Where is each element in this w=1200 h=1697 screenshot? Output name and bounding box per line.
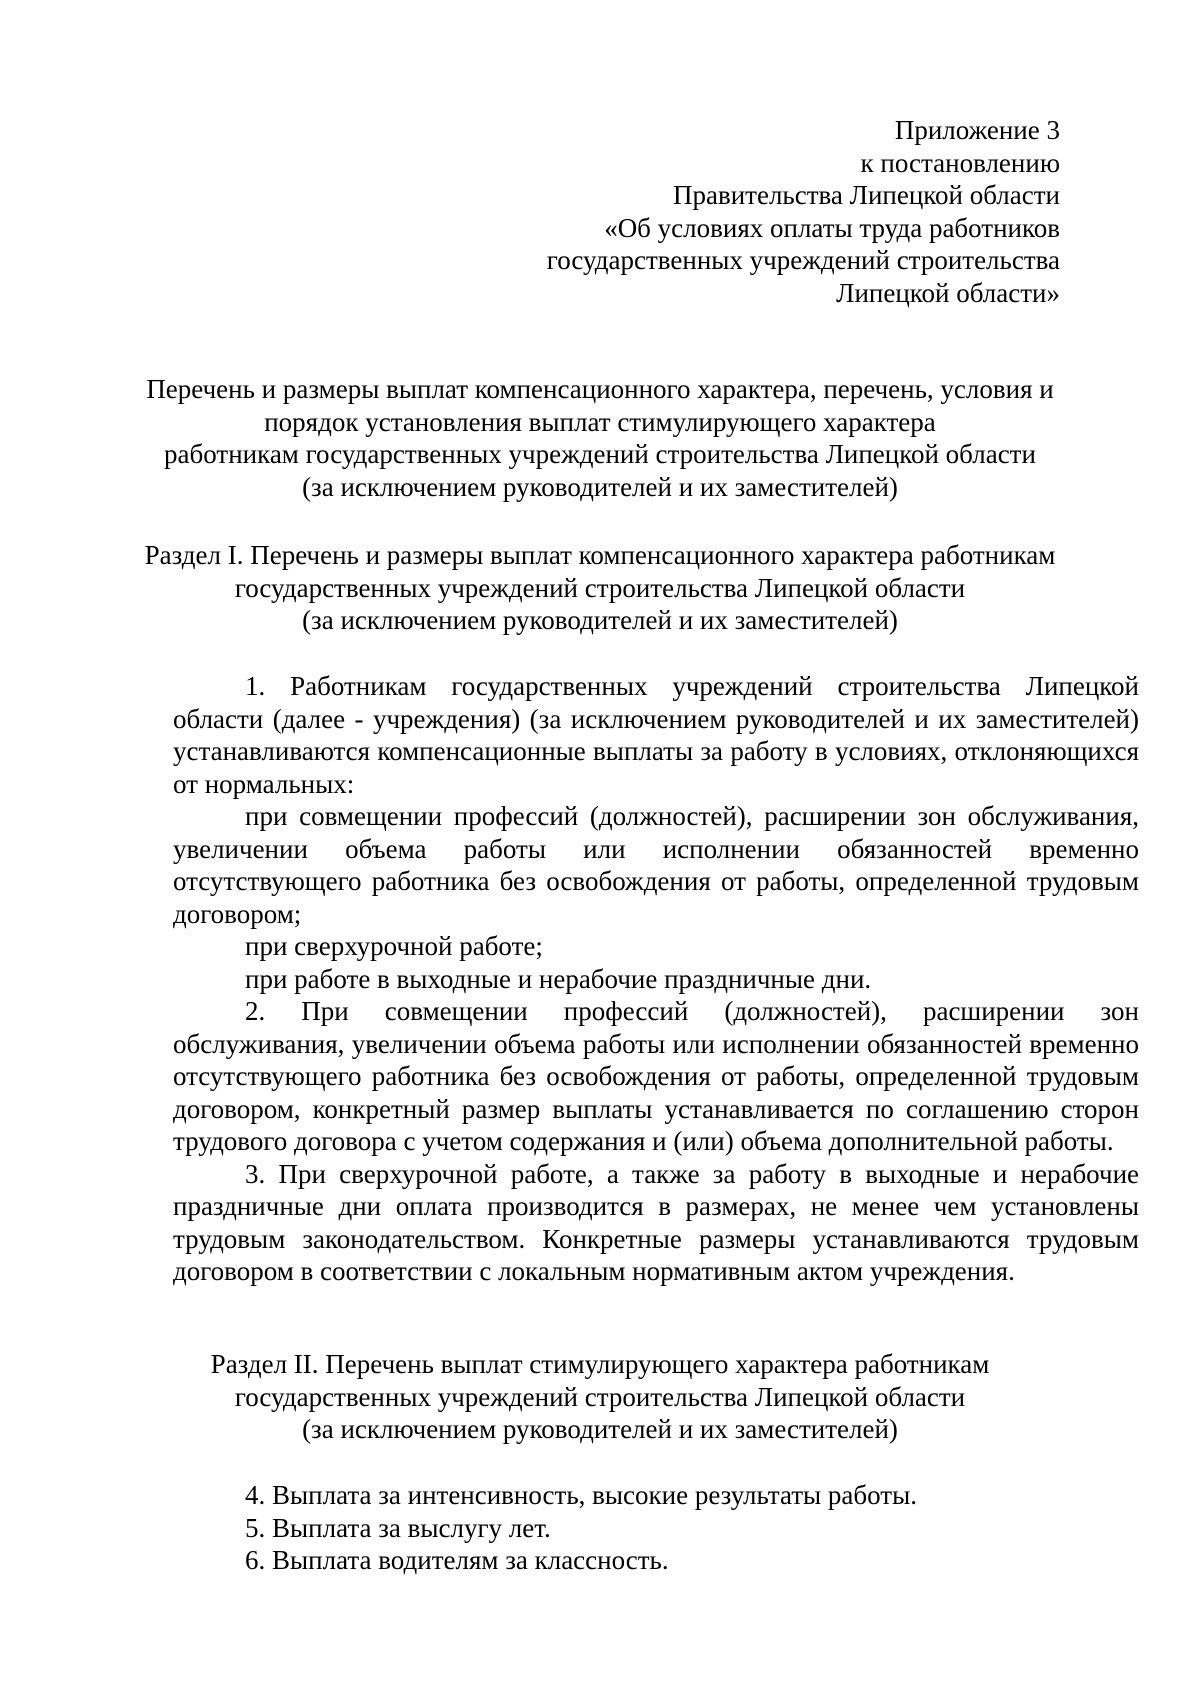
section-heading-line: государственных учреждений строительства Липецкой области [234, 572, 966, 603]
title-line: Перечень и размеры выплат компенсационного характера, перечень, условия и [146, 374, 1054, 404]
appendix-line: «Об условиях оплаты труда работников [604, 212, 1060, 243]
section-1-heading [100, 539, 1100, 637]
appendix-line: к постановлению [860, 147, 1060, 178]
section-heading-line: Раздел I. Перечень и размеры выплат компенсационного характера работникам [144, 540, 1056, 570]
paragraph-1-item-combining: при совмещении профессий (должностей), расширении зон обслуживания, увеличении объема работы или исполнении обязанностей временно отсутствующего работника без освобождения от работы, определенной трудовым договором; [173, 801, 1139, 929]
paragraph-1: 1. Работникам государственных учреждений строительства Липецкой области (далее - учреждения) (за исключением руководителей и их заместителей) устанавливаются компенсационные выплаты за работу в условиях, отклоняющихся от нормальных: [173, 671, 1139, 799]
section-heading-line: Раздел II. Перечень выплат стимулирующего характера работникам [210, 1349, 990, 1379]
appendix-line: государственных учреждений строительства [546, 245, 1060, 275]
section-1-body [173, 670, 1139, 1288]
section-2-heading [100, 1348, 1100, 1446]
appendix-line: Липецкой области» [836, 277, 1060, 308]
paragraph-1-item-overtime: при сверхурочной работе; [245, 931, 543, 961]
title-line: (за исключением руководителей и их заместителей) [302, 471, 898, 502]
section-2-body [173, 1479, 1139, 1577]
appendix-block [360, 114, 1060, 309]
paragraph-1-item-holidays: при работе в выходные и нерабочие праздничные дни. [245, 963, 872, 994]
appendix-line: Приложение 3 [894, 115, 1060, 145]
document-title [100, 373, 1100, 503]
section-heading-line: (за исключением руководителей и их заместителей) [302, 1414, 898, 1444]
section-heading-line: государственных учреждений строительства Липецкой области [234, 1381, 966, 1412]
appendix-line: Правительства Липецкой области [672, 180, 1060, 210]
title-line: порядок установления выплат стимулирующего характера [264, 406, 936, 437]
list-item: 5. Выплата за выслугу лет. [245, 1512, 551, 1543]
section-heading-line: (за исключением руководителей и их заместителей) [302, 605, 898, 635]
paragraph-2: 2. При совмещении профессий (должностей), расширении зон обслуживания, увеличении объема работы или исполнении обязанностей временно отсутствующего работника без освобождения от работы, определенной трудовым договором, конкретный размер выплаты устанавливается по соглашению сторон трудового договора с учетом содержания и (или) объема дополнительной работы. [173, 996, 1139, 1156]
list-item: 4. Выплата за интенсивность, высокие результаты работы. [245, 1480, 917, 1510]
title-line: работникам государственных учреждений строительства Липецкой области [164, 439, 1036, 469]
paragraph-3: 3. При сверхурочной работе, а также за работу в выходные и нерабочие праздничные дни оплата производится в размерах, не менее чем установлены трудовым законодательством. Конкретные размеры устанавливаются трудовым договором в соответствии с локальным нормативным актом учреждения. [173, 1158, 1139, 1286]
list-item: 6. Выплата водителям за классность. [245, 1545, 669, 1575]
